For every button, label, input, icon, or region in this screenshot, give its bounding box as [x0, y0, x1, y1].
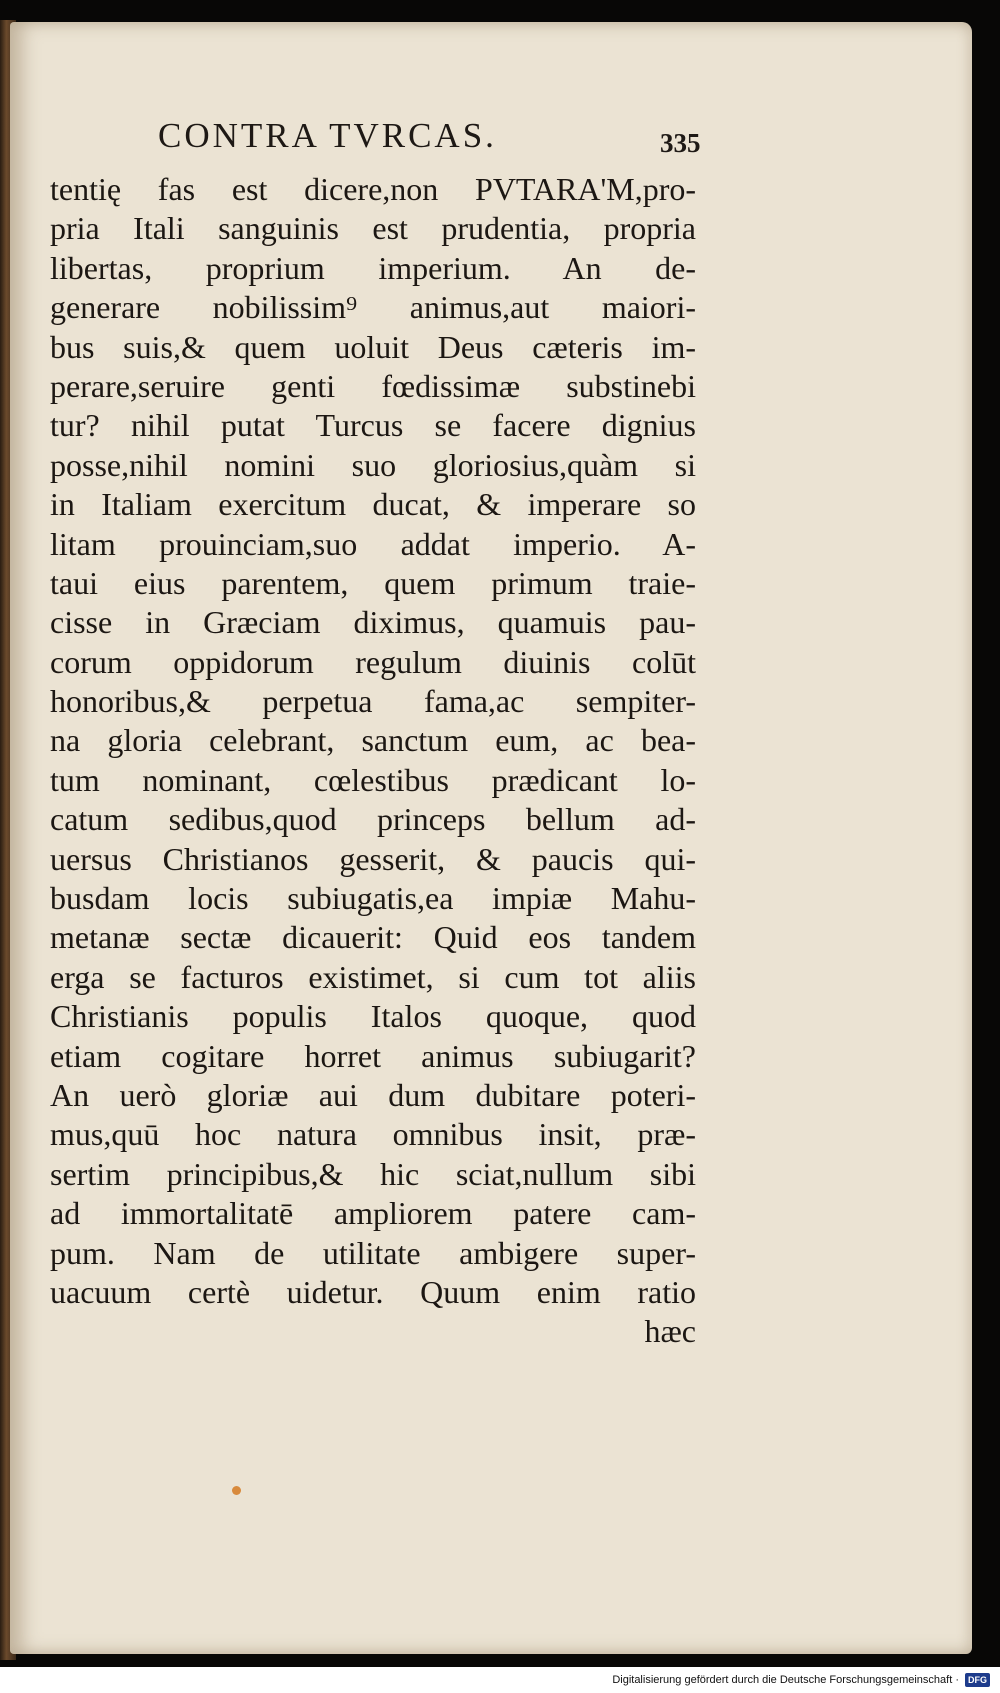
text-line: honoribus,& perpetua fama,ac sempiter-	[50, 683, 696, 720]
text-line: taui eius parentem, quem primum traie-	[50, 564, 696, 601]
text-line: An uerò gloriæ aui dum dubitare poteri-	[50, 1076, 696, 1113]
text-line: tur? nihil putat Turcus se facere dignius	[50, 407, 696, 444]
text-line: Christianis populis Italos quoque, quod	[50, 998, 696, 1035]
credit-text: Digitalisierung gefördert durch die Deutsche Forschungsgemeinschaft ·	[612, 1674, 959, 1686]
text-line: uacuum certè uidetur. Quum enim ratio	[50, 1273, 696, 1310]
text-line: pum. Nam de utilitate ambigere super-	[50, 1234, 696, 1271]
text-line: catum sedibus,quod princeps bellum ad-	[50, 801, 696, 838]
text-line: generare nobilissim⁹ animus,aut maiori-	[50, 289, 696, 326]
text-line: libertas, proprium imperium. An de-	[50, 249, 696, 286]
text-line: corum oppidorum regulum diuinis colūt	[50, 643, 696, 680]
text-line: tum nominant, cœlestibus prædicant lo-	[50, 761, 696, 798]
text-line: mus,quū hoc natura omnibus insit, præ-	[50, 1116, 696, 1153]
body-text	[50, 170, 696, 1352]
text-line: uersus Christianos gesserit, & paucis qui-	[50, 840, 696, 877]
text-line: perare,seruire genti fœdissimæ substinebi	[50, 367, 696, 404]
running-head: CONTRA TVRCAS.	[158, 116, 497, 155]
digitization-credit	[604, 1671, 994, 1689]
text-line: erga se facturos existimet, si cum tot aliis	[50, 958, 696, 995]
text-line: metanæ sectæ dicauerit: Quid eos tandem	[50, 919, 696, 956]
text-line: na gloria celebrant, sanctum eum, ac bea-	[50, 722, 696, 759]
book-page	[10, 22, 972, 1654]
text-line: ad immortalitatē ampliorem patere cam-	[50, 1195, 696, 1232]
text-line: etiam cogitare horret animus subiugarit?	[50, 1037, 696, 1074]
text-line: busdam locis subiugatis,ea impiæ Mahu-	[50, 880, 696, 917]
text-line: tentię fas est dicere,non PVTARA'M,pro-	[50, 171, 696, 207]
text-line: pria Itali sanguinis est prudentia, propria	[50, 210, 696, 247]
text-line: bus suis,& quem uoluit Deus cæteris im-	[50, 328, 696, 365]
paper-stain	[232, 1486, 241, 1495]
dfg-logo-icon: DFG	[965, 1673, 990, 1687]
text-line: sertim principibus,& hic sciat,nullum sibi	[50, 1155, 696, 1192]
text-line: litam prouinciam,suo addat imperio. A-	[50, 525, 696, 562]
text-line: in Italiam exercitum ducat, & imperare so	[50, 486, 696, 523]
text-line: posse,nihil nomini suo gloriosius,quàm si	[50, 446, 696, 483]
text-line: cisse in Græciam diximus, quamuis pau-	[50, 604, 696, 641]
page-number: 335	[660, 128, 701, 158]
catchword: hæc	[644, 1313, 696, 1350]
